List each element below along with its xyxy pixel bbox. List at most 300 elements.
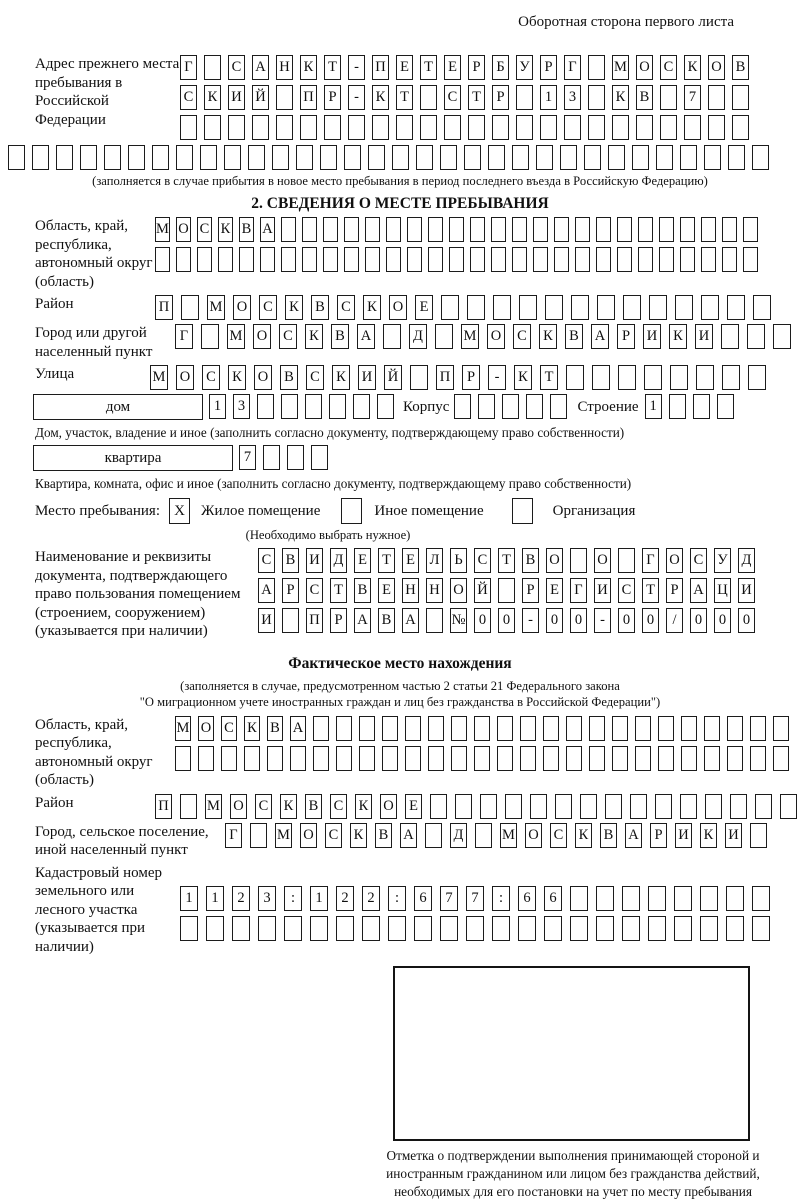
char-cell[interactable]	[570, 886, 588, 911]
char-cell[interactable]	[755, 794, 772, 819]
char-cell[interactable]	[478, 394, 495, 419]
char-cell[interactable]: 1	[645, 394, 662, 419]
char-cell[interactable]	[608, 145, 625, 170]
char-cell[interactable]	[743, 217, 758, 242]
char-cell[interactable]: К	[363, 295, 381, 320]
char-cell[interactable]: С	[325, 823, 342, 848]
char-cell[interactable]	[617, 217, 632, 242]
char-cell[interactable]	[564, 115, 581, 140]
char-cell[interactable]	[440, 145, 457, 170]
char-cell[interactable]	[441, 295, 459, 320]
char-cell[interactable]	[175, 746, 191, 771]
char-cell[interactable]: С	[444, 85, 461, 110]
char-cell[interactable]: 0	[738, 608, 755, 633]
char-cell[interactable]: :	[284, 886, 302, 911]
char-cell[interactable]	[491, 217, 506, 242]
char-cell[interactable]: П	[436, 365, 454, 390]
char-cell[interactable]: 0	[714, 608, 731, 633]
char-cell[interactable]	[648, 886, 666, 911]
char-cell[interactable]: С	[306, 578, 323, 603]
char-cell[interactable]	[320, 145, 337, 170]
char-cell[interactable]	[428, 746, 444, 771]
char-cell[interactable]	[344, 217, 359, 242]
char-cell[interactable]: Д	[450, 823, 467, 848]
checkbox-other-premises[interactable]	[341, 498, 362, 524]
char-cell[interactable]	[727, 716, 743, 741]
char-cell[interactable]: Ь	[450, 548, 467, 573]
char-cell[interactable]	[512, 217, 527, 242]
char-cell[interactable]	[638, 247, 653, 272]
char-cell[interactable]: -	[488, 365, 506, 390]
char-cell[interactable]	[468, 115, 485, 140]
char-cell[interactable]: 3	[258, 886, 276, 911]
char-cell[interactable]: В	[331, 324, 349, 349]
char-cell[interactable]: 1	[180, 886, 198, 911]
char-cell[interactable]	[420, 85, 437, 110]
char-cell[interactable]: О	[254, 365, 272, 390]
char-cell[interactable]	[336, 916, 354, 941]
char-cell[interactable]	[368, 145, 385, 170]
char-cell[interactable]: А	[290, 716, 306, 741]
char-cell[interactable]	[704, 145, 721, 170]
char-cell[interactable]: С	[550, 823, 567, 848]
char-cell[interactable]: 6	[414, 886, 432, 911]
char-cell[interactable]	[440, 916, 458, 941]
char-cell[interactable]	[176, 247, 191, 272]
char-cell[interactable]	[386, 217, 401, 242]
char-cell[interactable]: К	[539, 324, 557, 349]
char-cell[interactable]	[281, 217, 296, 242]
char-cell[interactable]: К	[612, 85, 629, 110]
char-cell[interactable]	[344, 145, 361, 170]
char-cell[interactable]: В	[282, 548, 299, 573]
char-cell[interactable]	[571, 295, 589, 320]
char-cell[interactable]	[396, 115, 413, 140]
char-cell[interactable]	[263, 445, 280, 470]
char-cell[interactable]	[281, 247, 296, 272]
char-cell[interactable]	[252, 115, 269, 140]
char-cell[interactable]	[428, 217, 443, 242]
char-cell[interactable]: С	[279, 324, 297, 349]
char-cell[interactable]	[204, 55, 221, 80]
char-cell[interactable]: К	[285, 295, 303, 320]
char-cell[interactable]	[533, 247, 548, 272]
char-cell[interactable]	[281, 394, 298, 419]
char-cell[interactable]: А	[354, 608, 371, 633]
char-cell[interactable]: В	[522, 548, 539, 573]
char-cell[interactable]: У	[714, 548, 731, 573]
char-cell[interactable]: Т	[396, 85, 413, 110]
char-cell[interactable]: Р	[468, 55, 485, 80]
char-cell[interactable]: Й	[474, 578, 491, 603]
char-cell[interactable]	[410, 365, 428, 390]
char-cell[interactable]: 0	[546, 608, 563, 633]
char-cell[interactable]	[272, 145, 289, 170]
char-cell[interactable]: Г	[175, 324, 193, 349]
char-cell[interactable]: С	[306, 365, 324, 390]
char-cell[interactable]	[592, 365, 610, 390]
char-cell[interactable]	[512, 145, 529, 170]
char-cell[interactable]: А	[357, 324, 375, 349]
char-cell[interactable]: М	[150, 365, 168, 390]
char-cell[interactable]: К	[514, 365, 532, 390]
char-cell[interactable]: Т	[468, 85, 485, 110]
char-cell[interactable]	[430, 794, 447, 819]
char-cell[interactable]	[750, 716, 766, 741]
char-cell[interactable]: Р	[324, 85, 341, 110]
char-cell[interactable]: Р	[330, 608, 347, 633]
char-cell[interactable]: 3	[564, 85, 581, 110]
char-cell[interactable]	[258, 916, 276, 941]
char-cell[interactable]: И	[695, 324, 713, 349]
char-cell[interactable]	[588, 115, 605, 140]
char-cell[interactable]	[519, 295, 537, 320]
char-cell[interactable]: Р	[492, 85, 509, 110]
char-cell[interactable]	[451, 716, 467, 741]
char-cell[interactable]	[488, 145, 505, 170]
char-cell[interactable]: 7	[440, 886, 458, 911]
char-cell[interactable]: К	[575, 823, 592, 848]
char-cell[interactable]	[388, 916, 406, 941]
char-cell[interactable]	[732, 115, 749, 140]
char-cell[interactable]	[701, 247, 716, 272]
char-cell[interactable]	[605, 794, 622, 819]
char-cell[interactable]	[305, 394, 322, 419]
char-cell[interactable]	[382, 746, 398, 771]
char-cell[interactable]	[505, 794, 522, 819]
char-cell[interactable]: И	[306, 548, 323, 573]
char-cell[interactable]: Д	[738, 548, 755, 573]
char-cell[interactable]	[435, 324, 453, 349]
char-cell[interactable]: 6	[544, 886, 562, 911]
char-cell[interactable]: М	[612, 55, 629, 80]
char-cell[interactable]: О	[300, 823, 317, 848]
char-cell[interactable]	[750, 746, 766, 771]
char-cell[interactable]	[681, 746, 697, 771]
char-cell[interactable]: И	[358, 365, 376, 390]
char-cell[interactable]: Р	[666, 578, 683, 603]
char-cell[interactable]: А	[400, 823, 417, 848]
char-cell[interactable]: Р	[650, 823, 667, 848]
char-cell[interactable]	[732, 85, 749, 110]
char-cell[interactable]	[780, 794, 797, 819]
char-cell[interactable]	[197, 247, 212, 272]
char-cell[interactable]	[257, 394, 274, 419]
char-cell[interactable]: Е	[405, 794, 422, 819]
char-cell[interactable]	[726, 916, 744, 941]
char-cell[interactable]	[596, 886, 614, 911]
char-cell[interactable]	[623, 295, 641, 320]
char-cell[interactable]	[589, 716, 605, 741]
char-cell[interactable]: 0	[690, 608, 707, 633]
char-cell[interactable]	[644, 365, 662, 390]
char-cell[interactable]	[748, 365, 766, 390]
char-cell[interactable]: С	[330, 794, 347, 819]
char-cell[interactable]	[32, 145, 49, 170]
char-cell[interactable]: М	[205, 794, 222, 819]
char-cell[interactable]: П	[155, 295, 173, 320]
char-cell[interactable]	[704, 716, 720, 741]
char-cell[interactable]	[221, 746, 237, 771]
char-cell[interactable]: М	[461, 324, 479, 349]
char-cell[interactable]	[630, 794, 647, 819]
char-cell[interactable]	[696, 365, 714, 390]
char-cell[interactable]: К	[280, 794, 297, 819]
char-cell[interactable]	[680, 794, 697, 819]
char-cell[interactable]	[550, 394, 567, 419]
char-cell[interactable]	[502, 394, 519, 419]
char-cell[interactable]: В	[305, 794, 322, 819]
char-cell[interactable]: К	[669, 324, 687, 349]
char-cell[interactable]	[612, 716, 628, 741]
char-cell[interactable]	[721, 324, 739, 349]
char-cell[interactable]	[773, 746, 789, 771]
char-cell[interactable]: Е	[354, 548, 371, 573]
char-cell[interactable]: -	[522, 608, 539, 633]
char-cell[interactable]: И	[258, 608, 275, 633]
char-cell[interactable]	[344, 247, 359, 272]
char-cell[interactable]: Т	[420, 55, 437, 80]
char-cell[interactable]: В	[375, 823, 392, 848]
char-cell[interactable]	[675, 295, 693, 320]
char-cell[interactable]	[353, 394, 370, 419]
char-cell[interactable]	[372, 115, 389, 140]
char-cell[interactable]	[204, 115, 221, 140]
char-cell[interactable]	[383, 324, 401, 349]
char-cell[interactable]: 1	[540, 85, 557, 110]
char-cell[interactable]	[276, 115, 293, 140]
char-cell[interactable]	[655, 794, 672, 819]
char-cell[interactable]	[588, 85, 605, 110]
char-cell[interactable]: Е	[444, 55, 461, 80]
char-cell[interactable]: В	[636, 85, 653, 110]
char-cell[interactable]: Е	[378, 578, 395, 603]
char-cell[interactable]	[198, 746, 214, 771]
char-cell[interactable]	[648, 916, 666, 941]
char-cell[interactable]: Р	[617, 324, 635, 349]
char-cell[interactable]	[420, 115, 437, 140]
char-cell[interactable]: 1	[209, 394, 226, 419]
char-cell[interactable]	[543, 746, 559, 771]
char-cell[interactable]: О	[380, 794, 397, 819]
char-cell[interactable]	[575, 217, 590, 242]
char-cell[interactable]	[498, 578, 515, 603]
char-cell[interactable]	[752, 145, 769, 170]
char-cell[interactable]: Р	[282, 578, 299, 603]
char-cell[interactable]: 7	[239, 445, 256, 470]
char-cell[interactable]: Т	[498, 548, 515, 573]
char-cell[interactable]: В	[267, 716, 283, 741]
char-cell[interactable]	[555, 794, 572, 819]
char-cell[interactable]	[516, 85, 533, 110]
char-cell[interactable]: К	[332, 365, 350, 390]
char-cell[interactable]	[155, 247, 170, 272]
char-cell[interactable]: Ц	[714, 578, 731, 603]
char-cell[interactable]: Й	[384, 365, 402, 390]
char-cell[interactable]	[228, 115, 245, 140]
char-cell[interactable]: 2	[362, 886, 380, 911]
char-cell[interactable]	[727, 746, 743, 771]
checkbox-organization[interactable]	[512, 498, 533, 524]
char-cell[interactable]	[201, 324, 219, 349]
char-cell[interactable]: П	[306, 608, 323, 633]
char-cell[interactable]	[518, 916, 536, 941]
char-cell[interactable]	[570, 548, 587, 573]
char-cell[interactable]: О	[233, 295, 251, 320]
char-cell[interactable]: С	[197, 217, 212, 242]
char-cell[interactable]	[533, 217, 548, 242]
char-cell[interactable]	[248, 145, 265, 170]
char-cell[interactable]	[752, 916, 770, 941]
char-cell[interactable]	[276, 85, 293, 110]
char-cell[interactable]	[743, 247, 758, 272]
char-cell[interactable]	[382, 716, 398, 741]
char-cell[interactable]: М	[155, 217, 170, 242]
char-cell[interactable]: О	[230, 794, 247, 819]
char-cell[interactable]	[232, 916, 250, 941]
char-cell[interactable]: Е	[396, 55, 413, 80]
char-cell[interactable]: У	[516, 55, 533, 80]
char-cell[interactable]: Т	[642, 578, 659, 603]
char-cell[interactable]	[311, 445, 328, 470]
char-cell[interactable]: К	[204, 85, 221, 110]
char-cell[interactable]: А	[258, 578, 275, 603]
char-cell[interactable]: М	[500, 823, 517, 848]
char-cell[interactable]	[722, 365, 740, 390]
char-cell[interactable]	[669, 394, 686, 419]
char-cell[interactable]	[365, 217, 380, 242]
char-cell[interactable]: О	[389, 295, 407, 320]
char-cell[interactable]	[632, 145, 649, 170]
char-cell[interactable]	[670, 365, 688, 390]
char-cell[interactable]: И	[228, 85, 245, 110]
char-cell[interactable]	[260, 247, 275, 272]
char-cell[interactable]	[407, 217, 422, 242]
char-cell[interactable]	[526, 394, 543, 419]
char-cell[interactable]	[474, 716, 490, 741]
char-cell[interactable]	[658, 746, 674, 771]
char-cell[interactable]	[570, 916, 588, 941]
char-cell[interactable]: 2	[232, 886, 250, 911]
char-cell[interactable]: В	[280, 365, 298, 390]
char-cell[interactable]	[658, 716, 674, 741]
char-cell[interactable]	[348, 115, 365, 140]
char-cell[interactable]: В	[600, 823, 617, 848]
char-cell[interactable]	[680, 145, 697, 170]
char-cell[interactable]: О	[636, 55, 653, 80]
char-cell[interactable]	[336, 746, 352, 771]
char-cell[interactable]	[635, 716, 651, 741]
char-cell[interactable]	[722, 247, 737, 272]
char-cell[interactable]	[622, 886, 640, 911]
char-cell[interactable]: Б	[492, 55, 509, 80]
char-cell[interactable]: П	[300, 85, 317, 110]
char-cell[interactable]	[726, 886, 744, 911]
char-cell[interactable]	[497, 746, 513, 771]
char-cell[interactable]: Т	[378, 548, 395, 573]
char-cell[interactable]	[681, 716, 697, 741]
char-cell[interactable]: К	[300, 55, 317, 80]
char-cell[interactable]	[244, 746, 260, 771]
char-cell[interactable]: А	[625, 823, 642, 848]
char-cell[interactable]	[753, 295, 771, 320]
char-cell[interactable]	[717, 394, 734, 419]
char-cell[interactable]: К	[684, 55, 701, 80]
char-cell[interactable]	[575, 247, 590, 272]
char-cell[interactable]: 0	[474, 608, 491, 633]
char-cell[interactable]	[491, 247, 506, 272]
char-cell[interactable]	[588, 55, 605, 80]
char-cell[interactable]: А	[591, 324, 609, 349]
char-cell[interactable]: М	[227, 324, 245, 349]
char-cell[interactable]	[392, 145, 409, 170]
char-cell[interactable]	[323, 217, 338, 242]
char-cell[interactable]: О	[176, 365, 194, 390]
char-cell[interactable]	[282, 608, 299, 633]
char-cell[interactable]	[302, 217, 317, 242]
char-cell[interactable]	[700, 886, 718, 911]
char-cell[interactable]	[218, 247, 233, 272]
char-cell[interactable]	[566, 746, 582, 771]
char-cell[interactable]: 0	[618, 608, 635, 633]
char-cell[interactable]	[596, 247, 611, 272]
char-cell[interactable]	[560, 145, 577, 170]
char-cell[interactable]	[612, 115, 629, 140]
char-cell[interactable]: С	[180, 85, 197, 110]
char-cell[interactable]	[104, 145, 121, 170]
char-cell[interactable]: Т	[540, 365, 558, 390]
char-cell[interactable]	[659, 247, 674, 272]
char-cell[interactable]	[359, 746, 375, 771]
char-cell[interactable]	[536, 145, 553, 170]
char-cell[interactable]	[492, 115, 509, 140]
char-cell[interactable]: А	[252, 55, 269, 80]
char-cell[interactable]	[365, 247, 380, 272]
char-cell[interactable]: О	[546, 548, 563, 573]
char-cell[interactable]: И	[594, 578, 611, 603]
char-cell[interactable]	[622, 916, 640, 941]
char-cell[interactable]	[267, 746, 283, 771]
char-cell[interactable]	[428, 716, 444, 741]
char-cell[interactable]	[180, 916, 198, 941]
char-cell[interactable]	[359, 716, 375, 741]
char-cell[interactable]: О	[708, 55, 725, 80]
char-cell[interactable]: Н	[276, 55, 293, 80]
char-cell[interactable]	[449, 247, 464, 272]
char-cell[interactable]: Р	[540, 55, 557, 80]
char-cell[interactable]: :	[492, 886, 510, 911]
char-cell[interactable]	[224, 145, 241, 170]
char-cell[interactable]	[475, 823, 492, 848]
char-cell[interactable]: С	[618, 578, 635, 603]
char-cell[interactable]: :	[388, 886, 406, 911]
char-cell[interactable]	[618, 365, 636, 390]
char-cell[interactable]	[693, 394, 710, 419]
char-cell[interactable]: Н	[402, 578, 419, 603]
char-cell[interactable]	[287, 445, 304, 470]
char-cell[interactable]	[580, 794, 597, 819]
char-cell[interactable]: 7	[466, 886, 484, 911]
char-cell[interactable]	[612, 746, 628, 771]
char-cell[interactable]: О	[176, 217, 191, 242]
char-cell[interactable]: И	[675, 823, 692, 848]
char-cell[interactable]	[313, 716, 329, 741]
char-cell[interactable]: И	[725, 823, 742, 848]
char-cell[interactable]: 6	[518, 886, 536, 911]
char-cell[interactable]	[659, 217, 674, 242]
char-cell[interactable]	[336, 716, 352, 741]
char-cell[interactable]	[181, 295, 199, 320]
